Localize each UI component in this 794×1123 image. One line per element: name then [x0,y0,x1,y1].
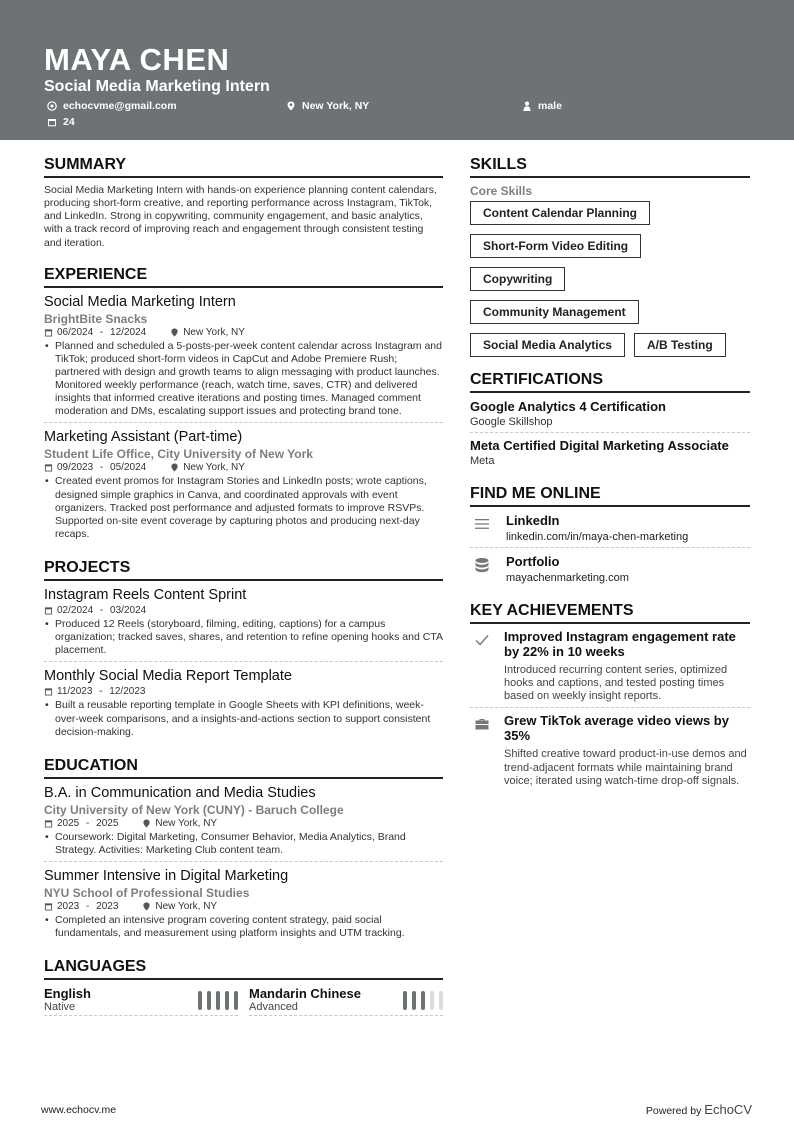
language-name: Mandarin Chinese [249,986,361,1002]
lines-icon [474,516,490,532]
summary-section [44,156,443,250]
calendar-icon [44,606,53,615]
rating-bar-filled [225,991,229,1010]
entry-bullets [44,914,443,940]
entry-location: New York, NY [155,817,218,829]
skill-chip: Short-Form Video Editing [470,234,641,258]
skill-row [470,267,750,291]
calendar-icon [44,328,53,337]
entry-title: Summer Intensive in Digital Marketing [44,868,289,884]
contact-location [286,100,369,112]
skill-row [470,333,750,357]
online-item-linkedin[interactable] [470,513,750,548]
language-item [249,986,443,1016]
section-title: LANGUAGES [44,958,443,980]
certification-item [470,438,750,471]
languages-section [44,958,443,1016]
entry-start-date: 11/2023 [57,686,93,698]
entry-end-date: 03/2024 [110,605,147,616]
entry-organization: Student Life Office, City University of New York [44,447,313,462]
location-text: New York, NY [302,100,370,112]
entry-bullets [44,699,443,738]
rating-bar-empty [439,991,443,1010]
section-title: KEY ACHIEVEMENTS [470,602,750,624]
rating-bar-filled [403,991,407,1010]
entry-meta [44,686,443,697]
date-separator: - [97,462,107,474]
at-icon [47,101,57,111]
skill-chip: Community Management [470,300,639,324]
achievement-title: Grew TikTok average video views by 35% [504,713,729,744]
entry-organization: NYU School of Professional Studies [44,886,250,900]
language-rating [403,991,443,1010]
skill-chip: Content Calendar Planning [470,201,650,225]
contact-age [47,116,75,128]
entry-end-date: 12/2023 [109,686,146,698]
online-text [506,554,629,584]
location-pin-icon [286,101,296,111]
entry-title: Social Media Marketing Intern [44,293,236,310]
online-title: LinkedIn [506,513,560,528]
entry-bullets [44,618,443,657]
languages-list [44,986,443,1016]
location-pin-icon [142,902,151,911]
bullet-item: • Completed an intensive program covering content strategy, paid social fundamentals, and measurement using platform insights and UTM tracking. [44,914,443,940]
date-separator: - [96,686,106,698]
age-text: 24 [63,116,75,128]
entry-title: Monthly Social Media Report Template [44,668,292,685]
experience-entry [44,294,443,424]
icon-wrapper [474,554,494,584]
bullet-item: • Created event promos for Instagram Stories and LinkedIn posts; wrote captions, designed simple graphics in Canva, and coordinated approvals with event organizers. Tracked post performance and adjusted formats to improve RSVPs. Supported on-site event coverage by capturing photos and producing next-day recaps. [44,475,443,541]
section-title: SKILLS [470,156,750,178]
entry-start-date: 2023 [57,901,80,912]
education-entry [44,868,443,944]
online-text [506,513,688,543]
right-column [470,156,750,806]
experience-entry [44,429,443,545]
footer-powered-by [646,1102,752,1117]
online-item-portfolio[interactable] [470,554,750,588]
skill-row [470,234,750,258]
resume-header [0,0,794,140]
language-text [249,986,361,1013]
entry-title: Instagram Reels Content Sprint [44,587,247,603]
entry-bullets [44,340,443,419]
projects-section [44,559,443,743]
rating-bar-filled [207,991,211,1010]
candidate-name: MAYA CHEN [44,42,230,77]
rating-bar-filled [412,991,416,1010]
person-icon [522,101,532,111]
achievement-description: Introduced recurring content series, optimized hooks and captions, and tested posting times based on weekly insight reports. [504,663,728,703]
language-level: Advanced [249,1001,298,1014]
icon-wrapper [474,714,490,787]
certifications-section [470,371,750,471]
language-item [44,986,238,1016]
entry-location: New York, NY [183,326,245,338]
entry-start-date: 02/2024 [57,605,94,616]
email-text: echocvme@gmail.com [63,100,177,112]
entry-organization: BrightBite Snacks [44,311,148,326]
experience-section [44,266,443,545]
certification-title: Google Analytics 4 Certification [470,399,667,414]
entry-meta [44,818,443,829]
bullet-item: • Planned and scheduled a 5-posts-per-week content calendar across Instagram and TikTok; produced short-form videos in CapCut and Adobe Premiere Rush; partnered with design and growth teams to align messaging with product launches. Monitored weekly performance (reach, watch time, saves, CTR) and delivered insights that informed creative iterations and posting times. Managed comment moderation and DMs, escalating support issues and protecting brand tone. [44,340,443,419]
achievements-section [470,602,750,792]
entry-meta [44,462,443,473]
achievement-item [470,714,750,791]
footer-website[interactable]: www.echocv.me [41,1104,117,1116]
calendar-icon [47,117,57,127]
language-text [44,986,91,1013]
date-separator: - [83,817,93,829]
check-icon [474,632,490,648]
certification-source: Meta [470,455,495,467]
project-entry [44,587,443,662]
location-pin-icon [170,328,179,337]
icon-wrapper [474,630,490,703]
skills-list [470,201,750,357]
calendar-icon [44,463,53,472]
entry-title: B.A. in Communication and Media Studies [44,784,316,801]
language-level: Native [44,1001,76,1014]
gender-text: male [538,100,562,112]
date-separator: - [83,901,93,912]
rating-bar-filled [421,991,425,1010]
rating-bar-filled [198,991,202,1010]
location-pin-icon [142,819,151,828]
language-rating [198,991,238,1010]
skills-section [470,156,750,357]
summary-text: Social Media Marketing Intern with hands-on experience planning content calendars, producing short-form creative, and reporting performance across Instagram, TikTok, and LinkedIn. Strong in copywriting, community engagement, and basic analytics, with a track record of improving reach and engagement through consistent testing and iteration. [44,184,437,249]
skill-chip: A/B Testing [634,333,726,357]
entry-organization: City University of New York (CUNY) - Baruch College [44,802,344,817]
entry-start-date: 09/2023 [57,462,94,474]
certification-item [470,399,750,433]
date-separator: - [97,605,107,616]
skill-chip: Social Media Analytics [470,333,625,357]
language-name: English [44,986,91,1002]
bullet-item: • Coursework: Digital Marketing, Consumer Behavior, Media Analytics, Brand Strategy. Activities: Marketing Club content team. [44,831,443,857]
entry-bullets [44,475,443,541]
bullet-item: • Produced 12 Reels (storyboard, filming, editing, captions) for a campus organization; tracked saves, shares, and retention to refine opening hooks and CTA placement. [44,618,443,657]
entry-end-date: 2023 [96,901,119,912]
entry-meta [44,327,443,338]
entry-location: New York, NY [183,462,245,474]
education-section [44,757,443,945]
rating-bar-filled [234,991,238,1010]
achievement-item [470,630,750,708]
entry-start-date: 2025 [57,817,80,829]
calendar-icon [44,902,53,911]
rating-bar-filled [216,991,220,1010]
date-separator: - [97,326,107,338]
rating-bar-empty [430,991,434,1010]
online-section [470,485,750,588]
candidate-role: Social Media Marketing Intern [44,78,270,95]
skill-chip: Copywriting [470,267,565,291]
skill-row [470,300,750,324]
entry-meta [44,901,443,912]
section-title: FIND ME ONLINE [470,485,750,507]
project-entry [44,668,443,742]
left-column [44,156,443,1030]
online-url[interactable]: linkedin.com/in/maya-chen-marketing [506,531,689,543]
brand-logo-text[interactable]: EchoCV [704,1102,752,1117]
section-title: EDUCATION [44,757,443,779]
entry-start-date: 06/2024 [57,326,94,338]
entry-title: Marketing Assistant (Part-time) [44,429,243,446]
section-title: SUMMARY [44,156,443,178]
certification-source: Google Skillshop [470,416,553,428]
section-title: EXPERIENCE [44,266,443,288]
entry-end-date: 2025 [96,817,119,829]
calendar-icon [44,687,53,696]
achievement-text [504,630,750,703]
location-pin-icon [170,463,179,472]
online-url[interactable]: mayachenmarketing.com [506,572,629,584]
skill-row [470,201,750,225]
entry-end-date: 05/2024 [110,462,147,474]
icon-wrapper [474,513,494,543]
contact-email[interactable] [47,100,177,112]
online-title: Portfolio [506,554,560,569]
skills-subtitle: Core Skills [470,184,533,198]
education-entry [44,785,443,862]
database-icon [474,557,490,573]
section-title: PROJECTS [44,559,443,581]
section-title: CERTIFICATIONS [470,371,750,393]
certification-title: Meta Certified Digital Marketing Associate [470,438,729,453]
achievement-text [504,714,750,787]
achievement-description: Shifted creative toward product-in-use demos and trend-adjacent formats while maintaining brand voice; iterated using watch-time drop-off signals. [504,748,747,787]
briefcase-icon [474,716,490,732]
powered-label: Powered by [645,1105,702,1117]
entry-location: New York, NY [155,901,218,912]
entry-bullets [44,831,443,857]
bullet-item: • Built a reusable reporting template in Google Sheets with KPI definitions, week-over-week comparisons, and a insights-and-actions section to support consistent decision-making. [44,699,443,738]
calendar-icon [44,819,53,828]
entry-end-date: 12/2024 [110,326,147,338]
entry-meta [44,605,443,616]
achievement-title: Improved Instagram engagement rate by 22% in 10 weeks [504,629,736,659]
contact-gender [522,100,562,112]
